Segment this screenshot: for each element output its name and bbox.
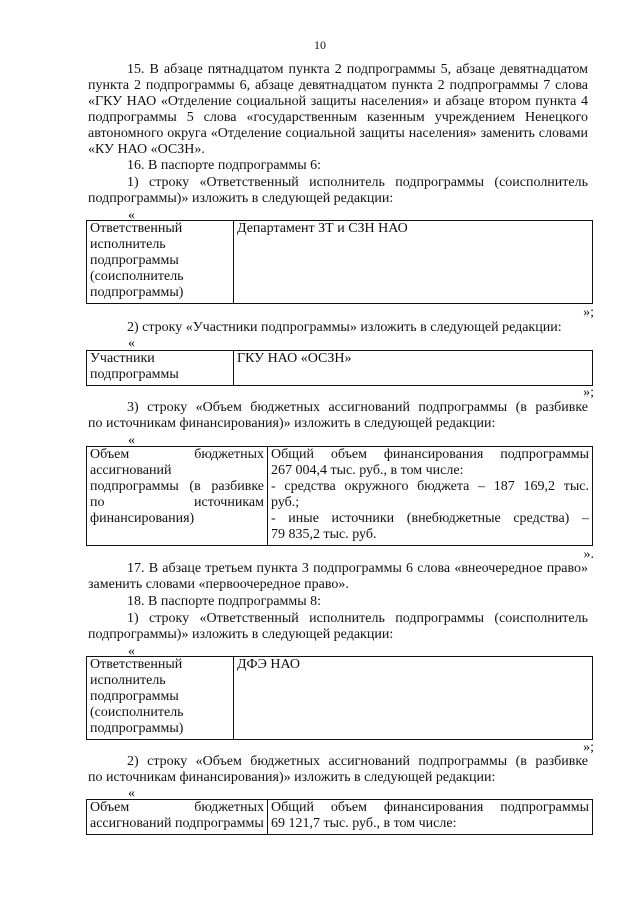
cell-line: (соисполнитель	[90, 705, 184, 720]
open-quote: «	[128, 644, 135, 659]
text-line: заменить словами «первоочередное право».	[88, 577, 349, 592]
table-cell-label	[87, 800, 268, 835]
table-participants-6	[86, 350, 593, 386]
table-responsible-8	[86, 656, 593, 740]
page-number: 10	[314, 38, 326, 52]
table-budget-8	[86, 799, 593, 835]
paragraph-18-heading: 18. В паспорте подпрограммы 8:	[127, 594, 322, 609]
close-quote: »;	[583, 740, 594, 755]
table-cell-value: ДФЭ НАО	[234, 657, 593, 740]
cell-line: подпрограммы	[90, 253, 179, 268]
table-cell-value	[268, 447, 593, 546]
table-row	[87, 447, 593, 546]
table-cell-label	[87, 657, 234, 740]
cell-line: подпрограммы	[90, 689, 179, 704]
text-line: «КУ НАО «ОСЗН».	[88, 142, 205, 157]
table-row	[87, 351, 593, 386]
text-line: 1) строку «Ответственный исполнитель подпрограммы (соисполнитель	[127, 611, 588, 626]
text-line: 3) строку «Объем бюджетных ассигнований подпрограммы (в разбивке	[127, 400, 588, 415]
open-quote: «	[128, 336, 135, 351]
close-quote: »;	[583, 385, 594, 400]
text-line: 17. В абзаце третьем пункта 3 подпрограммы 6 слова «внеочередное право»	[127, 561, 588, 576]
cell-line: ассигнований подпрограммы	[90, 816, 264, 831]
cell-line: подпрограммы)	[90, 285, 184, 300]
cell-line: 69 121,7 тыс. руб., в том числе:	[271, 816, 457, 831]
text-line: по источникам финансирования)» изложить в следующей редакции:	[88, 770, 496, 785]
table-cell-value: ГКУ НАО «ОСЗН»	[234, 351, 593, 386]
text-line: 15. В абзаце пятнадцатом пункта 2 подпрограммы 5, абзаце девятнадцатом	[127, 62, 588, 77]
cell-line: Объем бюджетных	[90, 447, 264, 462]
text-line: по источникам финансирования)» изложить в следующей редакции:	[88, 416, 496, 431]
text-line: 2) строку «Объем бюджетных ассигнований подпрограммы (в разбивке	[127, 754, 588, 769]
table-cell-label	[87, 447, 268, 546]
cell-line: (соисполнитель	[90, 269, 184, 284]
table-row	[87, 657, 593, 740]
text-line: автономного округа «Отделение социальной защиты населения» заменить словами	[88, 126, 588, 141]
close-quote: »;	[583, 305, 594, 320]
cell-line: руб.;	[271, 495, 300, 510]
text-line: подпрограммы 5 слова «государственным казенным учреждением Ненецкого	[88, 110, 588, 125]
cell-line: - иные источники (внебюджетные средства) –	[271, 511, 589, 526]
table-cell-value: Департамент ЗТ и СЗН НАО	[234, 221, 593, 304]
cell-line: исполнитель	[90, 237, 166, 252]
table-responsible-6	[86, 220, 593, 304]
cell-line: исполнитель	[90, 673, 166, 688]
cell-line: ассигнований	[90, 463, 172, 478]
open-quote: «	[128, 786, 135, 801]
paragraph-16-2: 2) строку «Участники подпрограммы» изложить в следующей редакции:	[127, 320, 562, 335]
table-cell-value	[268, 800, 593, 835]
cell-line: Общий объем финансирования подпрограммы	[271, 800, 589, 815]
paragraph-17	[88, 561, 588, 593]
table-cell-label	[87, 351, 234, 386]
open-quote: «	[128, 208, 135, 223]
table-cell-label	[87, 221, 234, 304]
open-quote: «	[128, 433, 135, 448]
cell-line: Ответственный	[90, 221, 183, 236]
table-budget-6	[86, 446, 593, 546]
cell-line: подпрограммы)	[90, 721, 184, 736]
text-line: подпрограммы)» изложить в следующей редакции:	[88, 627, 394, 642]
text-line: подпрограммы)» изложить в следующей редакции:	[88, 191, 394, 206]
text-line: 1) строку «Ответственный исполнитель подпрограммы (соисполнитель	[127, 175, 588, 190]
paragraph-15	[88, 62, 588, 158]
paragraph-16-heading: 16. В паспорте подпрограммы 6:	[127, 158, 322, 173]
cell-line: 267 004,4 тыс. руб., в том числе:	[271, 463, 464, 478]
cell-line: подпрограммы	[90, 367, 179, 382]
cell-line: финансирования)	[90, 511, 195, 526]
table-row	[87, 221, 593, 304]
cell-line: Ответственный	[90, 657, 183, 672]
text-line: пункта 2 подпрограммы 6, абзаце девятнадцатом пункта 2 подпрограммы 7 слова	[88, 78, 588, 93]
cell-line: по источникам	[90, 495, 264, 510]
cell-line: Участники	[90, 351, 155, 366]
table-row	[87, 800, 593, 835]
text-line: «ГКУ НАО «Отделение социальной защиты населения» и абзаце втором пункта 4	[88, 94, 588, 109]
paragraph-16-3	[88, 400, 588, 432]
cell-line: 79 835,2 тыс. руб.	[271, 527, 377, 542]
close-quote: ».	[583, 547, 594, 562]
cell-line: подпрограммы (в разбивке	[90, 479, 264, 494]
cell-line: - средства окружного бюджета – 187 169,2 тыс.	[271, 479, 589, 494]
paragraph-16-1	[88, 175, 588, 207]
paragraph-18-1	[88, 611, 588, 643]
cell-line: Общий объем финансирования подпрограммы	[271, 447, 589, 462]
paragraph-18-2	[88, 754, 588, 786]
cell-line: Объем бюджетных	[90, 800, 264, 815]
